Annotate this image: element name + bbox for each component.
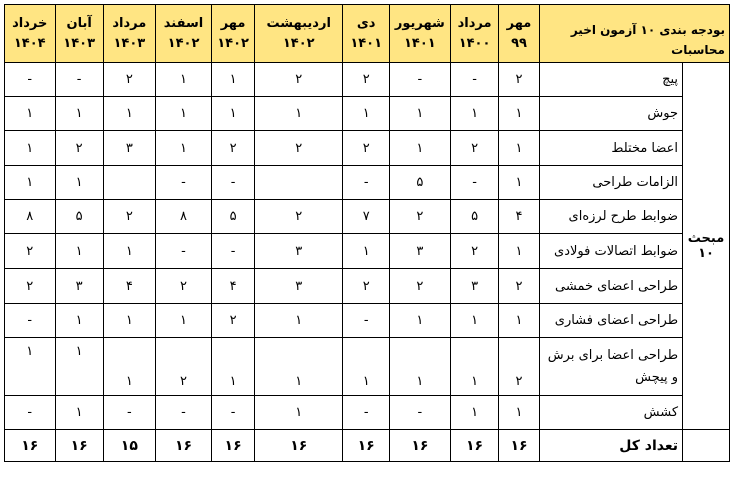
cell: ۲ bbox=[499, 63, 539, 97]
cell: - bbox=[343, 166, 389, 200]
cell: ۱ bbox=[55, 396, 103, 430]
cell: - bbox=[343, 304, 389, 338]
cell: ۲ bbox=[343, 63, 389, 97]
cell: ۱ bbox=[450, 304, 499, 338]
table-row bbox=[5, 131, 730, 166]
cell: - bbox=[155, 234, 211, 269]
cell: - bbox=[389, 63, 450, 97]
cell: ۱ bbox=[499, 97, 539, 131]
cell: ۱ bbox=[255, 338, 343, 396]
cell: ۳ bbox=[103, 131, 155, 166]
cell: ۱ bbox=[389, 97, 450, 131]
row-topic: طراحی اعضای خمشی bbox=[539, 269, 682, 304]
column-header: اسفند ۱۴۰۲ bbox=[155, 5, 211, 63]
cell: ۱ bbox=[343, 338, 389, 396]
column-header: اردیبهشت ۱۴۰۲ bbox=[255, 5, 343, 63]
cell: - bbox=[212, 396, 255, 430]
cell: ۱ bbox=[499, 131, 539, 166]
cell: ۷ bbox=[343, 200, 389, 234]
cell: ۵ bbox=[450, 200, 499, 234]
cell: - bbox=[212, 234, 255, 269]
cell: ۱ bbox=[450, 396, 499, 430]
column-header: مهر ۱۴۰۲ bbox=[212, 5, 255, 63]
cell: ۲ bbox=[55, 131, 103, 166]
cell: ۱ bbox=[255, 304, 343, 338]
cell: ۱ bbox=[103, 304, 155, 338]
total-cell: ۱۶ bbox=[155, 430, 211, 462]
cell: - bbox=[155, 396, 211, 430]
column-header: مرداد ۱۴۰۰ bbox=[450, 5, 499, 63]
cell: ۱ bbox=[450, 97, 499, 131]
total-cell: ۱۶ bbox=[55, 430, 103, 462]
cell: ۱ bbox=[5, 131, 56, 166]
cell: ۲ bbox=[212, 304, 255, 338]
cell: - bbox=[212, 166, 255, 200]
table-row bbox=[5, 269, 730, 304]
cell: ۲ bbox=[212, 131, 255, 166]
cell: ۲ bbox=[450, 234, 499, 269]
table-row bbox=[5, 338, 730, 396]
cell: - bbox=[450, 63, 499, 97]
row-topic: جوش bbox=[539, 97, 682, 131]
cell: ۱ bbox=[499, 396, 539, 430]
cell: ۲ bbox=[499, 338, 539, 396]
table-row bbox=[5, 97, 730, 131]
row-topic: الزامات طراحی bbox=[539, 166, 682, 200]
column-header: شهریور ۱۴۰۱ bbox=[389, 5, 450, 63]
total-cell: ۱۶ bbox=[212, 430, 255, 462]
cell: ۲ bbox=[155, 269, 211, 304]
cell: ۴ bbox=[212, 269, 255, 304]
cell: ۱ bbox=[255, 396, 343, 430]
cell: ۱ bbox=[212, 63, 255, 97]
cell: ۳ bbox=[255, 234, 343, 269]
cell: ۲ bbox=[450, 131, 499, 166]
cell: - bbox=[5, 63, 56, 97]
total-cell: ۱۶ bbox=[5, 430, 56, 462]
table-row bbox=[5, 396, 730, 430]
row-topic: طراحی اعضای فشاری bbox=[539, 304, 682, 338]
cell: ۲ bbox=[103, 63, 155, 97]
row-topic: پیچ bbox=[539, 63, 682, 97]
table-row bbox=[5, 200, 730, 234]
cell: ۲ bbox=[343, 269, 389, 304]
cell: - bbox=[450, 166, 499, 200]
cell: ۱ bbox=[55, 234, 103, 269]
cell: ۳ bbox=[55, 269, 103, 304]
cell: ۸ bbox=[5, 200, 56, 234]
row-topic: کشش bbox=[539, 396, 682, 430]
cell: - bbox=[389, 396, 450, 430]
section-label: مبحث ۱۰ bbox=[683, 63, 730, 430]
cell: ۸ bbox=[155, 200, 211, 234]
total-cell: ۱۶ bbox=[389, 430, 450, 462]
cell: ۴ bbox=[103, 269, 155, 304]
cell: ۲ bbox=[389, 200, 450, 234]
row-topic: طراحی اعضا برای برش و پیچش bbox=[539, 338, 682, 396]
cell: ۱ bbox=[55, 166, 103, 200]
total-cell: ۱۶ bbox=[499, 430, 539, 462]
cell: ۱ bbox=[155, 63, 211, 97]
table-row bbox=[5, 234, 730, 269]
total-cell: ۱۶ bbox=[343, 430, 389, 462]
cell bbox=[103, 166, 155, 200]
table-row bbox=[5, 304, 730, 338]
cell: ۱ bbox=[255, 97, 343, 131]
cell: ۲ bbox=[255, 200, 343, 234]
cell: ۳ bbox=[389, 234, 450, 269]
cell: - bbox=[5, 396, 56, 430]
cell: ۲ bbox=[343, 131, 389, 166]
cell: ۲ bbox=[389, 269, 450, 304]
cell: ۱ bbox=[212, 97, 255, 131]
budget-table bbox=[4, 4, 730, 462]
cell: ۱ bbox=[103, 234, 155, 269]
column-header: مرداد ۱۴۰۳ bbox=[103, 5, 155, 63]
cell: ۱ bbox=[343, 97, 389, 131]
header-row bbox=[5, 5, 730, 63]
cell: ۱ bbox=[155, 97, 211, 131]
cell: ۱ bbox=[103, 97, 155, 131]
cell: - bbox=[155, 166, 211, 200]
row-topic: ضوابط اتصالات فولادی bbox=[539, 234, 682, 269]
cell: ۲ bbox=[255, 131, 343, 166]
cell: ۲ bbox=[103, 200, 155, 234]
cell: ۲ bbox=[499, 269, 539, 304]
column-header: خرداد ۱۴۰۴ bbox=[5, 5, 56, 63]
cell: ۱ bbox=[155, 304, 211, 338]
column-header: آبان ۱۴۰۳ bbox=[55, 5, 103, 63]
cell: ۳ bbox=[450, 269, 499, 304]
cell: ۱ bbox=[389, 338, 450, 396]
table-row bbox=[5, 63, 730, 97]
row-topic: اعضا مختلط bbox=[539, 131, 682, 166]
cell: ۵ bbox=[212, 200, 255, 234]
cell: ۲ bbox=[255, 63, 343, 97]
cell: ۱ bbox=[155, 131, 211, 166]
column-header: مهر ۹۹ bbox=[499, 5, 539, 63]
total-row-spacer bbox=[683, 430, 730, 462]
cell: - bbox=[5, 304, 56, 338]
cell: ۱ bbox=[389, 304, 450, 338]
table-title: بودجه بندی ۱۰ آزمون اخیر محاسبات bbox=[539, 5, 729, 63]
total-row bbox=[5, 430, 730, 462]
table-row bbox=[5, 166, 730, 200]
cell: ۱ bbox=[5, 166, 56, 200]
cell: ۱ bbox=[103, 338, 155, 396]
cell: ۲ bbox=[5, 234, 56, 269]
cell: ۱ bbox=[5, 338, 56, 396]
row-topic: ضوابط طرح لرزه‌ای bbox=[539, 200, 682, 234]
cell: ۲ bbox=[155, 338, 211, 396]
cell: - bbox=[103, 396, 155, 430]
cell: ۱ bbox=[55, 304, 103, 338]
total-cell: ۱۵ bbox=[103, 430, 155, 462]
cell: ۵ bbox=[389, 166, 450, 200]
cell: ۱ bbox=[499, 304, 539, 338]
total-label: تعداد کل bbox=[539, 430, 682, 462]
cell: ۱ bbox=[5, 97, 56, 131]
cell: - bbox=[55, 63, 103, 97]
cell: ۱ bbox=[55, 97, 103, 131]
cell: ۱ bbox=[499, 234, 539, 269]
cell: ۱ bbox=[389, 131, 450, 166]
cell: ۴ bbox=[499, 200, 539, 234]
cell: - bbox=[343, 396, 389, 430]
cell: ۳ bbox=[255, 269, 343, 304]
cell: ۲ bbox=[5, 269, 56, 304]
cell: ۱ bbox=[343, 234, 389, 269]
cell: ۱ bbox=[450, 338, 499, 396]
total-cell: ۱۶ bbox=[450, 430, 499, 462]
cell: ۱ bbox=[212, 338, 255, 396]
cell: ۱ bbox=[55, 338, 103, 396]
column-header: دی ۱۴۰۱ bbox=[343, 5, 389, 63]
cell bbox=[255, 166, 343, 200]
cell: ۵ bbox=[55, 200, 103, 234]
cell: ۱ bbox=[499, 166, 539, 200]
total-cell: ۱۶ bbox=[255, 430, 343, 462]
